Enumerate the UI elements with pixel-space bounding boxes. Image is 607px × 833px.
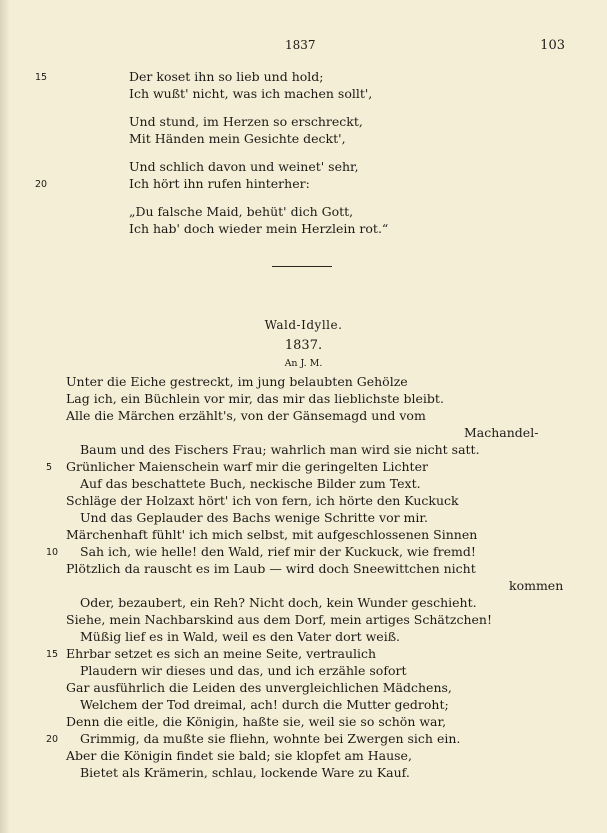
verse-line: Schläge der Holzaxt hört' ich von fern, ich hörte den Kuckuck: [66, 493, 459, 508]
verse-line: Grimmig, da mußte sie fliehn, wohnte bei Zwergen sich ein.: [80, 731, 461, 746]
verse-line: Oder, bezaubert, ein Reh? Nicht doch, kein Wunder geschieht.: [80, 595, 477, 610]
page-number: 103: [540, 38, 565, 53]
verse-line: Märchenhaft fühlt' ich mich selbst, mit aufgeschlossenen Sinnen: [66, 527, 478, 542]
verse-line: Machandel-: [464, 425, 539, 440]
verse-line: Grünlicher Maienschein warf mir die geringelten Lichter: [66, 459, 428, 474]
verse-line: Plaudern wir dieses und das, und ich erzähle sofort: [80, 663, 407, 678]
line-number: 15: [35, 72, 48, 83]
verse-line: Bietet als Krämerin, schlau, lockende Ware zu Kauf.: [80, 765, 410, 780]
verse-line: Siehe, mein Nachbarskind aus dem Dorf, mein artiges Schätzchen!: [66, 612, 492, 627]
verse-line: Auf das beschattete Buch, neckische Bilder zum Text.: [80, 476, 421, 491]
line-number: 20: [35, 179, 48, 190]
verse-line: Unter die Eiche gestreckt, im jung belaubten Gehölze: [66, 374, 408, 389]
poem-line: Ich hört ihn rufen hinterher:: [129, 176, 310, 191]
poem-line: Und stund, im Herzen so erschreckt,: [129, 114, 363, 129]
verse-line: Aber die Königin findet sie bald; sie klopfet am Hause,: [66, 748, 412, 763]
verse-line: Müßig lief es in Wald, weil es den Vater dort weiß.: [80, 629, 401, 644]
dedication: An J. M.: [284, 358, 323, 369]
verse-line: Alle die Märchen erzählt's, von der Gänsemagd und vom: [66, 408, 426, 423]
poem-line: Der koset ihn so lieb und hold;: [129, 69, 324, 84]
section-title: Wald-Idylle.: [264, 318, 343, 332]
line-number: 15: [46, 649, 59, 660]
page-header: [0, 38, 607, 58]
verse-line: Baum und des Fischers Frau; wahrlich man wird sie nicht satt.: [80, 442, 480, 457]
verse-line: Welchem der Tod dreimal, ach! durch die Mutter gedroht;: [80, 697, 449, 712]
line-number: 5: [46, 462, 53, 473]
verse-line: Gar ausführlich die Leiden des unvergleichlichen Mädchens,: [66, 680, 452, 695]
poem-line: „Du falsche Maid, behüt' dich Gott,: [129, 204, 354, 219]
verse-line: kommen: [509, 578, 564, 593]
section-divider: [272, 266, 332, 267]
poem-line: Mit Händen mein Gesichte deckt',: [129, 131, 346, 146]
verse-line: Lag ich, ein Büchlein vor mir, das mir das lieblichste bleibt.: [66, 391, 444, 406]
verse-line: Ehrbar setzet es sich an meine Seite, vertraulich: [66, 646, 377, 661]
poem-line: Ich wußt' nicht, was ich machen sollt',: [129, 86, 373, 101]
verse-line: Denn die eitle, die Königin, haßte sie, weil sie so schön war,: [66, 714, 447, 729]
verse-line: Plötzlich da rauscht es im Laub — wird doch Sneewittchen nicht: [66, 561, 476, 576]
line-number: 20: [46, 734, 59, 745]
poem-line: Und schlich davon und weinet' sehr,: [129, 159, 359, 174]
poem-line: Ich hab' doch wieder mein Herzlein rot.“: [129, 221, 389, 236]
line-number: 10: [46, 547, 59, 558]
section-year: 1837.: [284, 338, 323, 353]
header-year: 1837: [285, 38, 316, 52]
verse-line: Sah ich, wie helle! den Wald, rief mir der Kuckuck, wie fremd!: [80, 544, 476, 559]
verse-line: Und das Geplauder des Bachs wenige Schritte vor mir.: [80, 510, 428, 525]
